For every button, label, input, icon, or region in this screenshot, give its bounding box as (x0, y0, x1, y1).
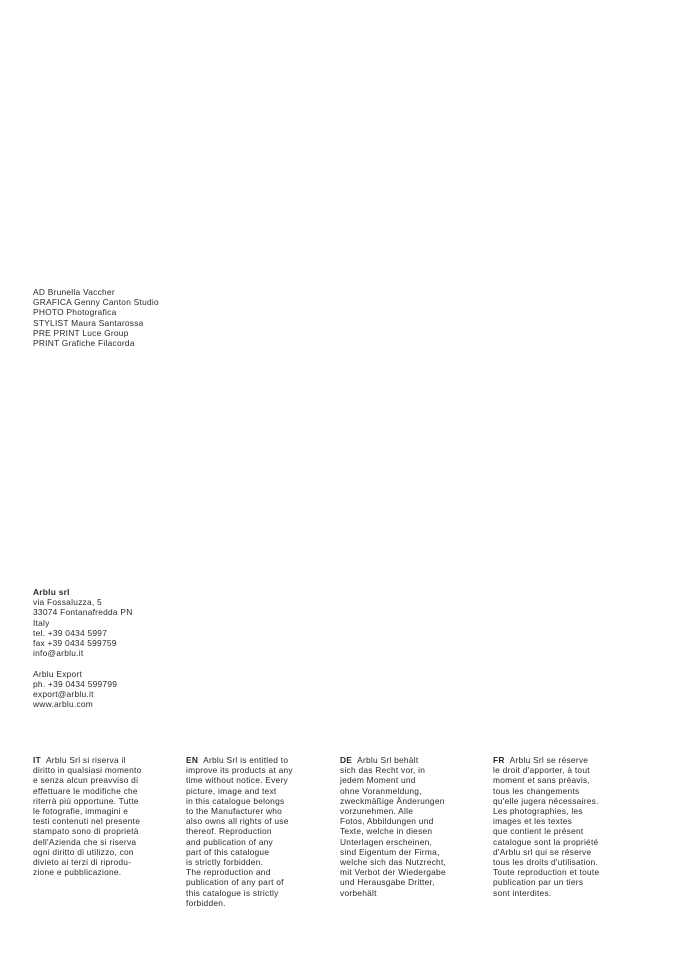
legal-text: vorbehält (340, 887, 377, 898)
legal-line (493, 786, 635, 796)
legal-line (493, 877, 635, 887)
legal-line (340, 877, 482, 887)
legal-text: sont interdites. (493, 887, 552, 898)
legal-line (186, 826, 328, 836)
legal-text: zione e pubblicazione. (33, 867, 122, 878)
legal-line (340, 826, 482, 836)
legal-line (186, 857, 328, 867)
legal-text: part of this catalogue (186, 846, 270, 857)
export-title: Arblu Export (33, 668, 83, 679)
legal-text: The reproduction and (186, 867, 271, 878)
legal-line (340, 775, 482, 785)
legal-text: sich das Recht vor, in (340, 765, 426, 776)
legal-line (340, 786, 482, 796)
legal-line (186, 847, 328, 857)
credit-photo: PHOTO Photografica (33, 307, 117, 318)
legal-line (186, 898, 328, 908)
company-country: Italy (33, 617, 50, 628)
legal-line (186, 796, 328, 806)
legal-line (493, 765, 635, 775)
credit-pre-print: PRE PRINT Luce Group (33, 327, 129, 338)
legal-text: improve its products at any (186, 765, 293, 776)
legal-line (340, 755, 482, 765)
company-website: www.arblu.com (33, 699, 94, 710)
language-code: FR (493, 755, 505, 765)
legal-notice-fr (493, 755, 635, 898)
legal-text: time without notice. Every (186, 775, 288, 786)
legal-line (493, 888, 635, 898)
company-street: via Fossaluzza, 5 (33, 597, 102, 608)
legal-line (340, 816, 482, 826)
legal-notice-it (33, 755, 175, 877)
legal-line (340, 857, 482, 867)
legal-text: to the Manufacturer who (186, 806, 283, 817)
legal-text: ogni diritto di utilizzo, con (33, 846, 134, 857)
export-email: export@arblu.it (33, 689, 94, 700)
legal-line (33, 847, 175, 857)
legal-line (33, 775, 175, 785)
language-code: EN (186, 755, 199, 765)
legal-notice-en (186, 755, 328, 908)
legal-line (493, 806, 635, 816)
legal-text: Unterlagen erscheinen, (340, 836, 433, 847)
legal-text: Arblu Srl behält (357, 755, 419, 765)
legal-line (340, 867, 482, 877)
legal-text: zweckmäßige Änderungen (340, 795, 445, 806)
credit-graphics: GRAFICA Genny Canton Studio (33, 297, 159, 308)
legal-line (33, 816, 175, 826)
credits-block (33, 287, 159, 348)
legal-text: images et les textes (493, 816, 573, 827)
legal-text: Toute reproduction et toute (493, 867, 600, 878)
legal-text: Les photographies, les (493, 806, 583, 817)
legal-line (33, 826, 175, 836)
company-name: Arblu srl (33, 587, 70, 597)
legal-text: riterrà più opportune. Tutte (33, 795, 139, 806)
legal-text: is strictly forbidden. (186, 857, 264, 868)
legal-line (493, 816, 635, 826)
legal-line (493, 857, 635, 867)
legal-text: diritto in qualsiasi momento (33, 765, 142, 776)
legal-text: welche sich das Nutzrecht, (340, 857, 447, 868)
legal-text: d'Arblu srl qui se réserve (493, 846, 592, 857)
legal-line (340, 806, 482, 816)
credit-art-director: AD Brunella Vaccher (33, 287, 115, 297)
legal-text: und Herausgabe Dritter, (340, 877, 435, 888)
legal-line (493, 826, 635, 836)
legal-text: tous les changements (493, 785, 580, 796)
company-phone: tel. +39 0434 5997 (33, 627, 108, 638)
language-code: IT (33, 755, 41, 765)
credit-print: PRINT Grafiche Filacorda (33, 338, 135, 349)
legal-text: jedem Moment und (340, 775, 416, 786)
legal-text: forbidden. (186, 897, 226, 908)
legal-line (340, 765, 482, 775)
legal-text: divieto ai terzi di riprodu- (33, 857, 132, 868)
legal-line (33, 806, 175, 816)
legal-line (186, 806, 328, 816)
legal-notice-de (340, 755, 482, 898)
legal-text: tous les droits d'utilisation. (493, 857, 598, 868)
legal-text: mit Verbot der Wiedergabe (340, 867, 446, 878)
legal-line (186, 867, 328, 877)
legal-text: Texte, welche in diesen (340, 826, 433, 837)
legal-text: le fotografie, immagini e (33, 806, 129, 817)
legal-line (33, 857, 175, 867)
legal-text: thereof. Reproduction (186, 826, 272, 837)
legal-text: moment et sans préavis, (493, 775, 590, 786)
company-email: info@arblu.it (33, 648, 84, 659)
legal-line (493, 755, 635, 765)
legal-text: dell'Azienda che si riserva (33, 836, 137, 847)
legal-line (33, 867, 175, 877)
legal-text: picture, image and text (186, 785, 277, 796)
legal-line (33, 796, 175, 806)
legal-text: ohne Voranmeldung, (340, 785, 422, 796)
legal-text: Arblu Srl si riserva il (45, 755, 126, 765)
legal-text: stampato sono di proprietà (33, 826, 139, 837)
legal-text: effettuare le modifiche che (33, 785, 138, 796)
legal-text: testi contenuti nel presente (33, 816, 141, 827)
company-contact-block (33, 587, 133, 709)
legal-line (186, 786, 328, 796)
legal-line (186, 877, 328, 887)
legal-line (340, 796, 482, 806)
legal-text: Arblu Srl se réserve (509, 755, 589, 765)
legal-line (493, 775, 635, 785)
legal-text: Arblu Srl is entitled to (203, 755, 289, 765)
legal-line (33, 837, 175, 847)
credit-stylist: STYLIST Maura Santarossa (33, 317, 144, 328)
legal-line (33, 755, 175, 765)
legal-text: publication par un tiers (493, 877, 584, 888)
legal-line (340, 847, 482, 857)
legal-line (186, 837, 328, 847)
legal-text: sind Eigentum der Firma, (340, 846, 440, 857)
legal-text: also owns all rights of use (186, 816, 289, 827)
legal-text: in this catalogue belongs (186, 795, 285, 806)
legal-text: vorzunehmen. Alle (340, 806, 414, 817)
legal-line (186, 888, 328, 898)
legal-text: Fotos, Abbildungen und (340, 816, 434, 827)
legal-text: catalogue sont la propriété (493, 836, 599, 847)
company-city: 33074 Fontanafredda PN (33, 607, 133, 618)
legal-line (340, 837, 482, 847)
legal-text: qu'elle jugera nécessaires. (493, 795, 599, 806)
legal-line (340, 888, 482, 898)
legal-line (186, 755, 328, 765)
legal-line (33, 786, 175, 796)
spacer (33, 658, 133, 668)
legal-line (186, 765, 328, 775)
legal-text: and publication of any (186, 836, 273, 847)
legal-line (186, 775, 328, 785)
legal-text: publication of any part of (186, 877, 284, 888)
legal-text: e senza alcun preavviso di (33, 775, 139, 786)
legal-line (493, 847, 635, 857)
legal-text: que contient le présent (493, 826, 584, 837)
legal-line (186, 816, 328, 826)
legal-line (493, 796, 635, 806)
legal-text: this catalogue is strictly (186, 887, 279, 898)
legal-line (493, 837, 635, 847)
legal-line (33, 765, 175, 775)
legal-line (493, 867, 635, 877)
legal-text: le droit d'apporter, à tout (493, 765, 590, 776)
company-fax: fax +39 0434 599759 (33, 638, 117, 649)
export-phone: ph. +39 0434 599799 (33, 678, 118, 689)
language-code: DE (340, 755, 353, 765)
